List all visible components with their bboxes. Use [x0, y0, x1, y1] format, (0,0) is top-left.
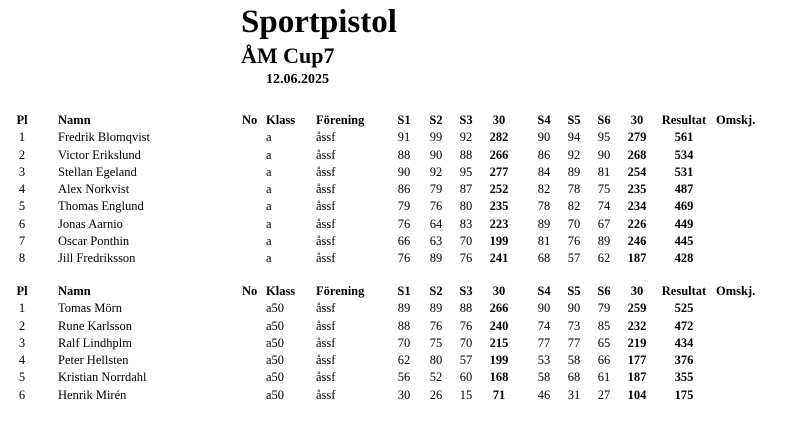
cell-namn: Oscar Ponthin — [58, 234, 130, 249]
header-t2: 30 — [630, 284, 644, 298]
cell-s5: 78 — [567, 182, 581, 197]
cell-s5: 90 — [567, 301, 581, 316]
cell-forening: åssf — [316, 147, 336, 162]
cell-s6: 95 — [597, 130, 611, 145]
cell-namn: Stellan Egeland — [58, 164, 137, 179]
header-s1: S1 — [397, 113, 411, 127]
cell-pl: 2 — [18, 318, 26, 333]
header-omskj: Omskj. — [716, 284, 756, 298]
header-res: Resultat — [661, 284, 707, 298]
cell-s2: 76 — [429, 318, 443, 333]
header-res: Resultat — [661, 113, 707, 127]
cell-s3: 88 — [459, 147, 473, 162]
header-s6: S6 — [597, 284, 611, 298]
header-pl: Pl — [16, 284, 28, 298]
cell-s1: 70 — [397, 335, 411, 350]
cell-forening: åssf — [316, 216, 336, 231]
cell-s4: 68 — [537, 251, 551, 266]
header-s6: S6 — [597, 113, 611, 127]
cell-res: 355 — [674, 370, 694, 385]
header-namn: Namn — [58, 113, 91, 127]
cell-s6: 90 — [597, 147, 611, 162]
header-klass: Klass — [266, 284, 296, 298]
cell-s3: 76 — [459, 318, 473, 333]
cell-s5: 31 — [567, 387, 581, 402]
cell-t2: 234 — [627, 199, 647, 214]
cell-s3: 70 — [459, 335, 473, 350]
cell-forening: åssf — [316, 251, 336, 266]
header-s5: S5 — [567, 284, 581, 298]
cell-pl: 8 — [18, 251, 26, 266]
cell-s2: 79 — [429, 182, 443, 197]
cell-t2: 177 — [627, 353, 647, 368]
cell-s2: 63 — [429, 234, 443, 249]
cell-forening: åssf — [316, 370, 336, 385]
cell-namn: Henrik Mirén — [58, 387, 127, 402]
cell-s5: 73 — [567, 318, 581, 333]
cell-t1: 266 — [489, 147, 509, 162]
cell-t2: 259 — [627, 301, 647, 316]
cell-s2: 90 — [429, 147, 443, 162]
cell-s1: 88 — [397, 318, 411, 333]
cell-s3: 83 — [459, 216, 473, 231]
cell-s6: 75 — [597, 182, 611, 197]
competition-name: ÅM Cup7 — [241, 43, 335, 68]
cell-t1: 223 — [489, 216, 509, 231]
cell-s3: 60 — [459, 370, 473, 385]
cell-klass: a — [266, 147, 272, 162]
cell-s6: 66 — [597, 353, 611, 368]
cell-s4: 90 — [537, 130, 551, 145]
cell-t2: 104 — [627, 387, 647, 402]
cell-klass: a50 — [266, 353, 285, 368]
cell-t1: 199 — [489, 234, 509, 249]
cell-pl: 6 — [18, 216, 26, 231]
cell-s4: 46 — [537, 387, 551, 402]
cell-s5: 58 — [567, 353, 581, 368]
cell-res: 428 — [674, 251, 694, 266]
cell-s6: 27 — [597, 387, 611, 402]
cell-s4: 53 — [537, 353, 551, 368]
cell-s4: 77 — [537, 335, 551, 350]
cell-klass: a — [266, 130, 272, 145]
cell-t2: 187 — [627, 251, 647, 266]
cell-s1: 79 — [397, 199, 411, 214]
cell-pl: 4 — [18, 353, 26, 368]
header-no: No — [242, 284, 258, 298]
cell-s1: 89 — [397, 301, 411, 316]
cell-res: 472 — [674, 318, 694, 333]
cell-s2: 76 — [429, 199, 443, 214]
header-forening: Förening — [316, 113, 365, 127]
cell-s1: 86 — [397, 182, 411, 197]
cell-t1: 277 — [489, 164, 509, 179]
cell-s4: 82 — [537, 182, 551, 197]
cell-s4: 84 — [537, 164, 551, 179]
cell-t1: 199 — [489, 353, 509, 368]
cell-s1: 76 — [397, 251, 411, 266]
cell-s6: 65 — [597, 335, 611, 350]
header-s2: S2 — [429, 284, 443, 298]
cell-res: 469 — [674, 199, 694, 214]
cell-forening: åssf — [316, 387, 336, 402]
cell-s1: 62 — [397, 353, 411, 368]
header-namn: Namn — [58, 284, 91, 298]
cell-s5: 68 — [567, 370, 581, 385]
cell-res: 525 — [674, 301, 694, 316]
cell-res: 175 — [674, 387, 694, 402]
cell-s6: 79 — [597, 301, 611, 316]
cell-pl: 1 — [18, 130, 26, 145]
cell-t2: 268 — [627, 147, 647, 162]
cell-forening: åssf — [316, 353, 336, 368]
cell-s5: 77 — [567, 335, 581, 350]
header-t1: 30 — [492, 284, 506, 298]
cell-t2: 279 — [627, 130, 647, 145]
header-klass: Klass — [266, 113, 296, 127]
cell-forening: åssf — [316, 182, 336, 197]
cell-pl: 5 — [18, 370, 26, 385]
cell-t2: 246 — [627, 234, 647, 249]
cell-res: 534 — [674, 147, 694, 162]
cell-s3: 87 — [459, 182, 473, 197]
cell-res: 376 — [674, 353, 694, 368]
cell-forening: åssf — [316, 318, 336, 333]
cell-pl: 4 — [18, 182, 26, 197]
cell-pl: 2 — [18, 147, 26, 162]
cell-namn: Ralf Lindhplm — [58, 335, 132, 350]
cell-s3: 57 — [459, 353, 473, 368]
cell-namn: Jonas Aarnio — [58, 216, 123, 231]
cell-t2: 219 — [627, 335, 647, 350]
header-omskj: Omskj. — [716, 113, 756, 127]
cell-s3: 15 — [459, 387, 473, 402]
cell-s3: 76 — [459, 251, 473, 266]
cell-klass: a — [266, 182, 272, 197]
cell-s6: 67 — [597, 216, 611, 231]
cell-namn: Thomas Englund — [58, 199, 144, 214]
cell-klass: a — [266, 216, 272, 231]
cell-s1: 30 — [397, 387, 411, 402]
cell-s2: 52 — [429, 370, 443, 385]
cell-klass: a50 — [266, 301, 285, 316]
cell-s4: 81 — [537, 234, 551, 249]
header-s1: S1 — [397, 284, 411, 298]
cell-namn: Peter Hellsten — [58, 353, 129, 368]
cell-res: 561 — [674, 130, 694, 145]
cell-s2: 89 — [429, 301, 443, 316]
cell-forening: åssf — [316, 199, 336, 214]
cell-s6: 74 — [597, 199, 611, 214]
header-forening: Förening — [316, 284, 365, 298]
cell-s4: 74 — [537, 318, 551, 333]
cell-klass: a50 — [266, 387, 285, 402]
cell-s6: 89 — [597, 234, 611, 249]
cell-s1: 66 — [397, 234, 411, 249]
cell-s5: 92 — [567, 147, 581, 162]
cell-s2: 64 — [429, 216, 443, 231]
cell-res: 434 — [674, 335, 694, 350]
cell-s2: 92 — [429, 164, 443, 179]
cell-t1: 240 — [489, 318, 509, 333]
header-s5: S5 — [567, 113, 581, 127]
cell-t2: 226 — [627, 216, 647, 231]
cell-klass: a50 — [266, 318, 285, 333]
header-pl: Pl — [16, 113, 28, 127]
cell-pl: 7 — [18, 234, 26, 249]
cell-s3: 80 — [459, 199, 473, 214]
cell-s5: 89 — [567, 164, 581, 179]
header-s2: S2 — [429, 113, 443, 127]
cell-namn: Jill Fredriksson — [58, 251, 136, 266]
cell-s4: 78 — [537, 199, 551, 214]
cell-t1: 282 — [489, 130, 509, 145]
header-no: No — [242, 113, 258, 127]
cell-s5: 70 — [567, 216, 581, 231]
cell-s5: 57 — [567, 251, 581, 266]
cell-t2: 232 — [627, 318, 647, 333]
cell-s3: 88 — [459, 301, 473, 316]
cell-s1: 56 — [397, 370, 411, 385]
cell-forening: åssf — [316, 130, 336, 145]
cell-namn: Kristian Norrdahl — [58, 370, 147, 385]
header-s3: S3 — [459, 284, 473, 298]
cell-s2: 99 — [429, 130, 443, 145]
header-s4: S4 — [537, 284, 551, 298]
cell-res: 487 — [674, 182, 694, 197]
cell-t1: 215 — [489, 335, 509, 350]
cell-s5: 82 — [567, 199, 581, 214]
cell-pl: 3 — [18, 164, 26, 179]
cell-klass: a — [266, 164, 272, 179]
cell-t1: 252 — [489, 182, 509, 197]
page-title: Sportpistol — [241, 4, 397, 40]
header-s3: S3 — [459, 113, 473, 127]
cell-t2: 254 — [627, 164, 647, 179]
cell-pl: 5 — [18, 199, 26, 214]
cell-t2: 235 — [627, 182, 647, 197]
cell-klass: a50 — [266, 370, 285, 385]
cell-klass: a — [266, 251, 272, 266]
cell-t1: 241 — [489, 251, 509, 266]
cell-forening: åssf — [316, 234, 336, 249]
cell-namn: Alex Norkvist — [58, 182, 130, 197]
cell-t2: 187 — [627, 370, 647, 385]
cell-s2: 26 — [429, 387, 443, 402]
cell-s1: 90 — [397, 164, 411, 179]
cell-s4: 89 — [537, 216, 551, 231]
cell-s1: 88 — [397, 147, 411, 162]
cell-s6: 61 — [597, 370, 611, 385]
cell-s3: 92 — [459, 130, 473, 145]
cell-pl: 1 — [18, 301, 26, 316]
cell-forening: åssf — [316, 301, 336, 316]
cell-namn: Rune Karlsson — [58, 318, 132, 333]
cell-s6: 85 — [597, 318, 611, 333]
cell-namn: Tomas Mörn — [58, 301, 123, 316]
cell-t1: 71 — [492, 387, 506, 402]
cell-klass: a — [266, 199, 272, 214]
cell-klass: a50 — [266, 335, 285, 350]
cell-pl: 6 — [18, 387, 26, 402]
cell-s4: 90 — [537, 301, 551, 316]
cell-s4: 58 — [537, 370, 551, 385]
cell-t1: 235 — [489, 199, 509, 214]
cell-s1: 91 — [397, 130, 411, 145]
cell-s5: 76 — [567, 234, 581, 249]
cell-forening: åssf — [316, 164, 336, 179]
header-s4: S4 — [537, 113, 551, 127]
header-t2: 30 — [630, 113, 644, 127]
cell-s6: 81 — [597, 164, 611, 179]
cell-s2: 89 — [429, 251, 443, 266]
cell-namn: Victor Erikslund — [58, 147, 141, 162]
cell-res: 531 — [674, 164, 694, 179]
cell-s6: 62 — [597, 251, 611, 266]
cell-s5: 94 — [567, 130, 581, 145]
cell-res: 449 — [674, 216, 694, 231]
cell-klass: a — [266, 234, 272, 249]
cell-forening: åssf — [316, 335, 336, 350]
cell-res: 445 — [674, 234, 694, 249]
cell-pl: 3 — [18, 335, 26, 350]
header-t1: 30 — [492, 113, 506, 127]
cell-namn: Fredrik Blomqvist — [58, 130, 151, 145]
cell-s2: 75 — [429, 335, 443, 350]
competition-date: 12.06.2025 — [266, 72, 329, 87]
cell-s2: 80 — [429, 353, 443, 368]
cell-s1: 76 — [397, 216, 411, 231]
cell-s3: 70 — [459, 234, 473, 249]
cell-t1: 266 — [489, 301, 509, 316]
cell-s3: 95 — [459, 164, 473, 179]
cell-s4: 86 — [537, 147, 551, 162]
cell-t1: 168 — [489, 370, 509, 385]
